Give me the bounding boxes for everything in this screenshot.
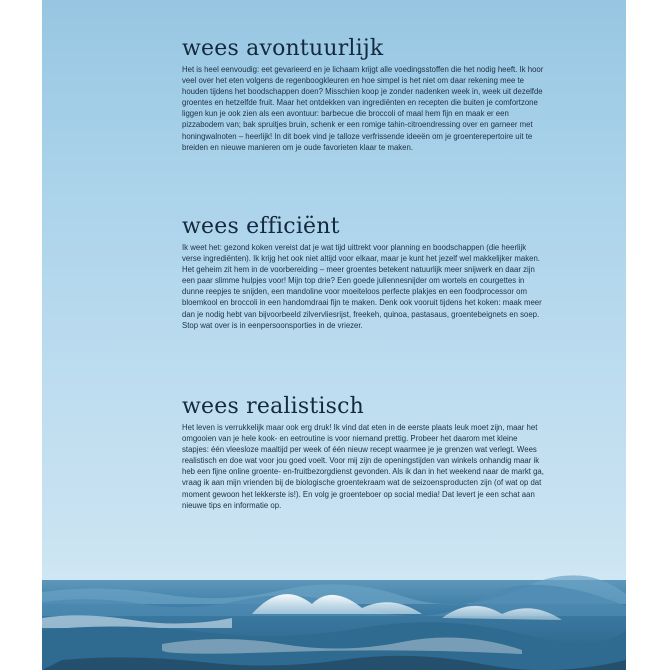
sea-photo <box>42 574 626 670</box>
section-realistic <box>182 394 544 511</box>
section-heading: wees avontuurlijk <box>182 36 384 61</box>
section-heading: wees efficiënt <box>182 214 340 239</box>
section-heading: wees realistisch <box>182 394 365 419</box>
book-page <box>42 0 626 670</box>
section-efficient <box>182 214 544 331</box>
section-body: Het is heel eenvoudig: eet gevarieerd en je lichaam krijgt alle voedingsstoffen die het nodig heeft. Ik hoor veel over het eten volgens de regenboogkleuren en hoe simpel is het niet om daar rekening mee te houden tijdens het boodschappen doen? Misschien koop je zonder nadenken week in, week uit dezelfde groentes en hetzelfde fruit. Maar het ontdekken van ingrediënten en recepten die buiten je comfortzone liggen kun je ook zien als een avontuur: barbecue die broccoli of maal hem fijn en maak er een pizzabodem van; bak spruitjes bruin, schenk er een romige tahin-citroendressing over en garneer met honingwalnoten – heerlijk! In dit boek vind je talloze verfrissende ideeën om je groenterepertoire uit te breiden en nieuwe manieren om je oude favorieten klaar te maken. <box>182 65 544 152</box>
section-body: Het leven is verrukkelijk maar ook erg druk! Ik vind dat eten in de eerste plaats leuk moet zijn, maar het omgooien van je hele kook- en eetroutine is voor niemand prettig. Probeer het daarom met kleine stapjes: één vleesloze maaltijd per week of één nieuw recept waarmee je je grenzen wat verlegt. Wees realistisch en doe wat voor jou goed voelt. Voor mij zijn de openingstijden van winkels onhandig maar ik heb een fijne online groente- en-fruitbezorgdienst gevonden. Als ik dan in het weekend naar de markt ga, vraag ik aan mijn vrienden bij de biologische groentekraam wat de seizoensproducten zijn (of wat op dat moment gewoon het lekkerste is!). En volg je groenteboer op social media! Dat levert je een schat aan nieuwe tips en informatie op. <box>182 423 544 510</box>
section-adventurous <box>182 36 544 153</box>
section-body: Ik weet het: gezond koken vereist dat je wat tijd uittrekt voor planning en boodschappen (die heerlijk verse ingrediënten). Ik krijg het ook niet altijd voor elkaar, maar je kunt het jezelf wel makkelijker maken. Het geheim zit hem in de voorbereiding – meer groentes betekent natuurlijk meer snijwerk en daar zijn een paar slimme hulpjes voor! Mijn top drie? Een goede juliennesnijder om wortels en courgettes in dunne reepjes te snijden, een mandoline voor moeiteloos perfecte plakjes en een foodprocessor om bloemkool en broccoli in een handomdraai fijn te maken. Denk ook vooruit tijdens het koken: maak meer dan je nodig hebt van bijvoorbeeld zilvervliesrijst, freekeh, quinoa, pastasaus, groentebeignets en soep. Stop wat over is in eenpersoonsporties in de vriezer. <box>182 243 542 330</box>
sea-waves-illustration <box>42 574 626 670</box>
